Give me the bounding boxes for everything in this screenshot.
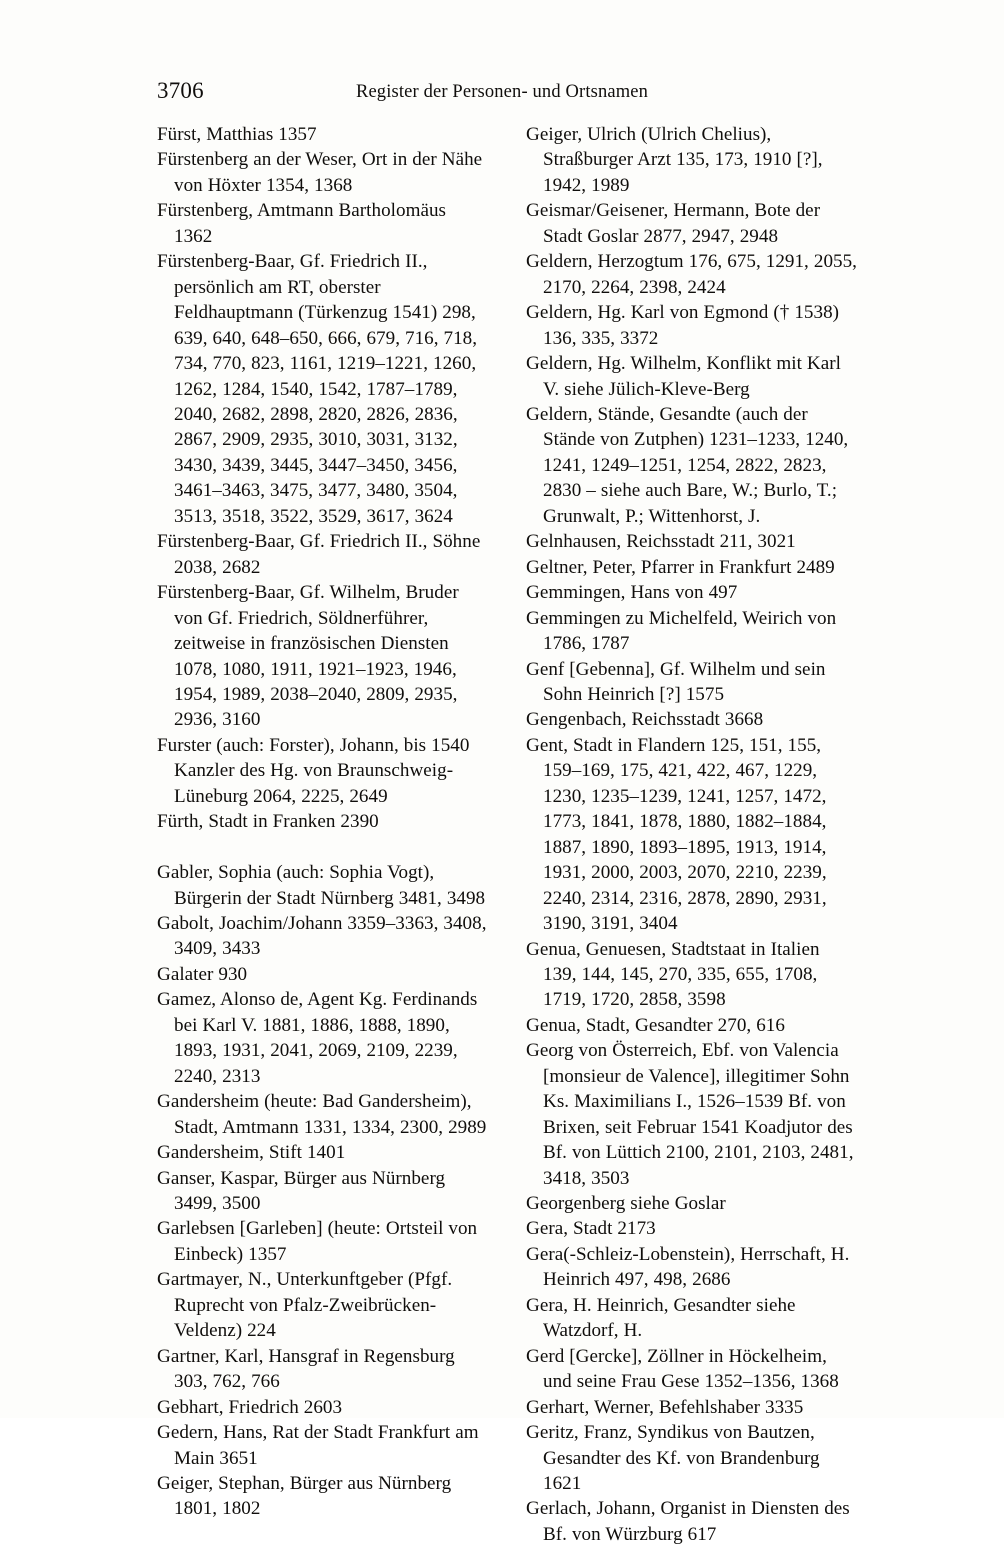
index-entry: Geiger, Ulrich (Ulrich Chelius), Straßburger Arzt 135, 173, 1910 [?], 1942, 1989 (526, 124, 823, 196)
index-entry: Geldern, Hg. Karl von Egmond († 1538) 136, 335, 3372 (526, 302, 840, 349)
index-entry: Fürst, Matthias 1357 (157, 124, 317, 145)
index-entry: Gerhart, Werner, Befehlshaber 3335 (526, 1396, 804, 1418)
index-entry: Genf [Gebenna], Gf. Wilhelm und sein Sohn Heinrich [?] 1575 (526, 658, 826, 705)
index-entry: Fürstenberg-Baar, Gf. Friedrich II., persönlich am RT, oberster Feldhauptmann (Türkenzug 1541) 298, 639, 640, 648–650, 666, 679, 716, 718, 734, 770, 823, 1161, 1219–1221, 1260, 1262, 1284, 1540, 1542, 1787–1789, 2040, 2682, 2898, 2820, 2826, 2836, 2867, 2909, 2935, 3010, 3031, 3132, 3430, 3439, 3445, 3447–3450, 3456, 3461–3463, 3475, 3477, 3480, 3504, 3513, 3518, 3522, 3529, 3617, 3624 (157, 251, 478, 527)
page-number: 3706 (157, 78, 204, 103)
index-column-right (526, 122, 857, 1547)
index-entry: Geiger, Stephan, Bürger aus Nürnberg 1801, 1802 (157, 1473, 452, 1520)
index-entry: Garlebsen [Garleben] (heute: Ortsteil von Einbeck) 1357 (157, 1218, 478, 1265)
index-entry: Geltner, Peter, Pfarrer in Frankfurt 2489 (526, 556, 835, 578)
index-entry: Gebhart, Friedrich 2603 (157, 1396, 343, 1418)
index-entry: Fürstenberg, Amtmann Bartholomäus 1362 (157, 200, 447, 247)
index-entry: Gerd [Gercke], Zöllner in Höckelheim, und seine Frau Gese 1352–1356, 1368 (526, 1345, 839, 1393)
index-entry: Fürth, Stadt in Franken 2390 (157, 811, 379, 833)
index-entry: Geismar/Geisener, Hermann, Bote der Stadt Goslar 2877, 2947, 2948 (526, 200, 821, 247)
index-entry: Gartmayer, N., Unterkunftgeber (Pfgf. Ruprecht von Pfalz-Zweibrücken-Veldenz) 224 (157, 1269, 453, 1342)
index-entry: Fürstenberg an der Weser, Ort in der Nähe von Höxter 1354, 1368 (157, 149, 483, 196)
index-entry: Gamez, Alonso de, Agent Kg. Ferdinands bei Karl V. 1881, 1886, 1888, 1890, 1893, 1931, 2041, 2069, 2109, 2239, 2240, 2313 (157, 989, 478, 1087)
index-entry: Ganser, Kaspar, Bürger aus Nürnberg 3499, 3500 (157, 1167, 446, 1215)
index-entry: Gabolt, Joachim/Johann 3359–3363, 3408, 3409, 3433 (157, 913, 487, 960)
index-entry: Georg von Österreich, Ebf. von Valencia [monsieur de Valence], illegitimer Sohn Ks. Maximilians I., 1526–1539 Bf. von Brixen, seit Februar 1541 Koadjutor des Bf. von Lüttich 2100, 2101, 2103, 2481, 3418, 3503 (526, 1040, 854, 1189)
index-entry: Gengenbach, Reichsstadt 3668 (526, 709, 764, 731)
index-entry: Gandersheim, Stift 1401 (157, 1142, 346, 1164)
index-entry-group-g (157, 860, 488, 1522)
index-entry: Fürstenberg-Baar, Gf. Friedrich II., Söhne 2038, 2682 (157, 531, 481, 578)
index-entry: Genua, Genuesen, Stadtstaat in Italien 139, 144, 145, 270, 335, 655, 1708, 1719, 1720, 2858, 3598 (526, 938, 820, 1011)
index-entry: Genua, Stadt, Gesandter 270, 616 (526, 1014, 785, 1036)
index-entry-group-g-cont (526, 122, 857, 1547)
index-entry: Gemmingen zu Michelfeld, Weirich von 1786, 1787 (526, 607, 837, 655)
index-entry: Gelnhausen, Reichsstadt 211, 3021 (526, 531, 796, 553)
index-entry: Furster (auch: Forster), Johann, bis 1540 Kanzler des Hg. von Braunschweig-Lüneburg 2064, 2225, 2649 (157, 734, 470, 807)
index-entry: Gemmingen, Hans von 497 (526, 582, 738, 604)
index-entry: Geldern, Stände, Gesandte (auch der Stände von Zutphen) 1231–1233, 1240, 1241, 1249–1251, 1254, 2822, 2823, 2830 – siehe auch Bare, W.; Burlo, T.; Grunwalt, P.; Wittenhorst, J. (526, 403, 849, 527)
running-head (157, 78, 847, 104)
index-entry: Gera, Stadt 2173 (526, 1218, 656, 1240)
index-entry: Gandersheim (heute: Bad Gandersheim), Stadt, Amtmann 1331, 1334, 2300, 2989 (157, 1091, 487, 1138)
index-entry: Gera(-Schleiz-Lobenstein), Herrschaft, H. Heinrich 497, 498, 2686 (526, 1243, 850, 1291)
section-break (157, 835, 488, 860)
index-entry: Gerlach, Johann, Organist in Diensten des Bf. von Würzburg 617 (526, 1498, 850, 1545)
index-entry-group-f (157, 122, 488, 835)
index-column-left (157, 122, 488, 1522)
index-columns (157, 122, 857, 1547)
index-entry: Gera, H. Heinrich, Gesandter siehe Watzdorf, H. (526, 1294, 796, 1342)
index-entry: Gabler, Sophia (auch: Sophia Vogt), Bürgerin der Stadt Nürnberg 3481, 3498 (157, 862, 486, 909)
index-entry: Geritz, Franz, Syndikus von Bautzen, Gesandter des Kf. von Brandenburg 1621 (526, 1422, 820, 1495)
index-entry: Geldern, Herzogtum 176, 675, 1291, 2055, 2170, 2264, 2398, 2424 (526, 251, 857, 298)
index-entry: Geldern, Hg. Wilhelm, Konflikt mit Karl V. siehe Jülich-Kleve-Berg (526, 353, 841, 400)
index-entry: Gartner, Karl, Hansgraf in Regensburg 303, 762, 766 (157, 1345, 455, 1393)
index-entry: Gent, Stadt in Flandern 125, 151, 155, 159–169, 175, 421, 422, 467, 1229, 1230, 1235–1239, 1241, 1257, 1472, 1773, 1841, 1878, 1880, 1882–1884, 1887, 1890, 1893–1895, 1913, 1914, 1931, 2000, 2003, 2070, 2210, 2239, 2240, 2314, 2316, 2878, 2890, 2931, 3190, 3191, 3404 (526, 734, 827, 935)
index-entry: Galater 930 (157, 963, 248, 985)
index-entry: Fürstenberg-Baar, Gf. Wilhelm, Bruder von Gf. Friedrich, Söldnerführer, zeitweise in französischen Diensten 1078, 1080, 1911, 1921–1923, 1946, 1954, 1989, 2038–2040, 2809, 2935, 2936, 3160 (157, 582, 459, 731)
index-entry: Gedern, Hans, Rat der Stadt Frankfurt am Main 3651 (157, 1422, 479, 1469)
running-head-title: Register der Personen- und Ortsnamen (355, 82, 649, 102)
index-entry: Georgenberg siehe Goslar (526, 1193, 726, 1215)
